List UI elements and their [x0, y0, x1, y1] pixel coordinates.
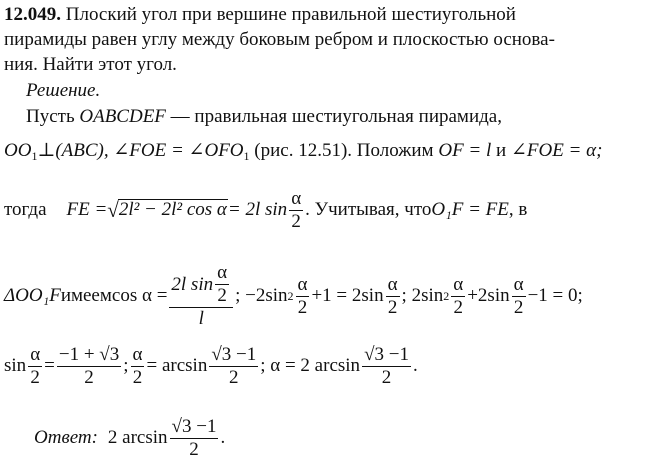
sub-1b: 1 [243, 149, 250, 163]
solution-heading: Решение. [26, 80, 101, 101]
eq2e: −1 = 0; [527, 285, 583, 306]
text-let: Пусть [26, 106, 80, 127]
frac-a2-5: $\frac{\alpha}{2}$ [30, 343, 41, 388]
eq2c: ; 2sin [401, 285, 444, 306]
eq-2lsin: = 2l sin [227, 199, 288, 220]
frac-a2-2: $\frac{\alpha}{2}$ [387, 273, 398, 318]
solution-line-4: ΔOO₁F имеем cos α = 2l sin $\frac{\alpha}{2}$ l ; −2sin 2 $\frac{\alpha}{2}$ +1 = 2sin $\frac{\alpha}{2}$ ; 2sin 2 $\frac{\alpha}{2}$ +2sin $\frac{\alpha}{2}$ −1 = 0; [4, 262, 583, 329]
oo1: OO [4, 140, 32, 161]
problem-line-1 [4, 4, 516, 26]
o1f-fe: O₁F = FE [431, 199, 509, 220]
pyramid-name: OABCDEF [79, 106, 166, 127]
text-comma-v: , в [508, 199, 528, 220]
frac-a2-1: $\frac{\alpha}{2}$ [297, 273, 308, 318]
text-then: тогда [4, 199, 47, 220]
eq2b: +1 = 2sin [311, 285, 384, 306]
text-have: имеем [60, 285, 112, 306]
frac-root-2: $\frac{√3 -1}{2}$ [211, 343, 257, 388]
problem-line-3: ния. Найти этот угол. [4, 54, 177, 75]
solution-line-2 [4, 140, 602, 162]
problem-text-1: Плоский угол при вершине правильной шестиугольной [61, 4, 516, 25]
answer-arcsin: 2 arcsin [107, 427, 168, 448]
sqrt-expr: √ 2l² − 2l² cos α [107, 198, 227, 222]
cos-alpha: cos α = [111, 285, 168, 306]
text-and: и [491, 140, 511, 161]
frac-root-3: $\frac{√3 -1}{2}$ [364, 343, 409, 388]
foe-alpha: ∠FOE = α; [510, 140, 603, 161]
sub-1: 1 [31, 149, 38, 163]
fig-ref: (рис. 12.51). Положим [249, 140, 439, 161]
fe-eq: FE = [66, 199, 108, 220]
text-given: . Учитывая, что [305, 199, 432, 220]
eq2d: +2sin [467, 285, 510, 306]
pyramid-desc: — правильная шестиугольная пирамида, [165, 106, 502, 127]
frac-a2-3: $\frac{\alpha}{2}$ [453, 273, 464, 318]
solution-line-3 [4, 180, 527, 240]
solution-line-5: sin $\frac{\alpha}{2}$ = $\frac{-1 + √3}{2}$ ; $\frac{\alpha}{2}$ = arcsin $\frac{√3 -1}{2}$ ; α = 2 arcsin $\frac{√3 -1}{2}$ . [4, 343, 418, 388]
frac-cos: 2l sin $\frac{\alpha}{2}$ l [169, 263, 233, 329]
frac-a2-4: $\frac{\alpha}{2}$ [513, 273, 524, 318]
answer-label: Ответ: [34, 427, 98, 448]
angle-eq: , ∠FOE = ∠OFO [103, 140, 244, 161]
frac-a2-6: $\frac{\alpha}{2}$ [132, 343, 143, 388]
solution-line-1 [26, 106, 502, 128]
eq2: ; −2sin [235, 285, 288, 306]
answer-line: Ответ: 2 arcsin $\frac{√3 -1}{2}$ . [34, 415, 226, 460]
frac-root-1: $\frac{-1 + √3}{2}$ [58, 343, 120, 388]
frac-answer: $\frac{√3 -1}{2}$ [171, 415, 217, 460]
frac-alpha-2: $\frac{\alpha}{2}$ [291, 187, 302, 232]
plane-abc: (ABC) [55, 140, 104, 161]
perp-sign: ⊥ [37, 140, 56, 161]
triangle: ΔOO₁F [4, 285, 61, 306]
sin: sin [4, 355, 27, 376]
problem-line-2: пирамиды равен углу между боковым ребром и плоскостью основа- [4, 29, 555, 50]
of-eq: OF = l [438, 140, 492, 161]
problem-number: 12.049. [4, 4, 61, 25]
sqrt-body: 2l² − 2l² cos α [118, 199, 227, 220]
